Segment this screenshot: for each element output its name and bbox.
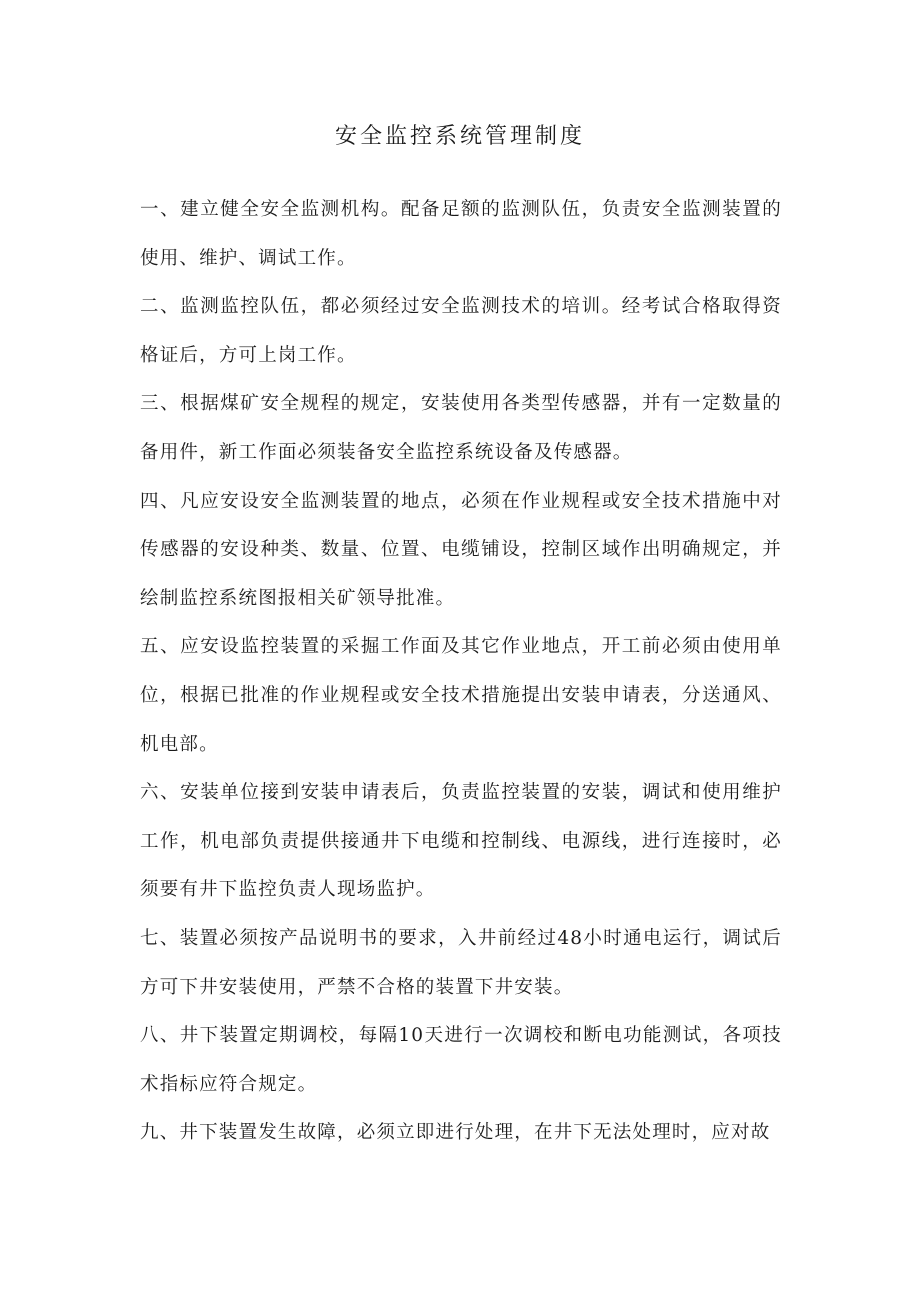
paragraph-2: 二、监测监控队伍，都必须经过安全监测技术的培训。经考试合格取得资格证后，方可上岗工作。 (140, 296, 782, 366)
paragraph-5: 五、应安设监控装置的采掘工作面及其它作业地点，开工前必须由使用单位，根据已批准的作业规程或安全技术措施提出安装申请表，分送通风、机电部。 (140, 636, 782, 755)
paragraph-3: 三、根据煤矿安全规程的规定，安装使用各类型传感器，并有一定数量的备用件，新工作面必须装备安全监控系统设备及传感器。 (140, 393, 782, 463)
document-body (140, 186, 782, 1158)
paragraph-9: 九、井下装置发生故障，必须立即进行处理，在井下无法处理时，应对故 (140, 1122, 771, 1144)
paragraph-7: 七、装置必须按产品说明书的要求，入井前经过48小时通电运行，调试后方可下井安装使用，严禁不合格的装置下井安装。 (140, 927, 782, 998)
paragraph-1: 一、建立健全安全监测机构。配备足额的监测队伍，负责安全监测装置的使用、维护、调试工作。 (140, 199, 782, 269)
paragraph-8: 八、井下装置定期调校，每隔10天进行一次调校和断电功能测试，各项技术指标应符合规定。 (140, 1025, 782, 1095)
document-title: 安全监控系统管理制度 (334, 124, 585, 149)
paragraph-4: 四、凡应安设安全监测装置的地点，必须在作业规程或安全技术措施中对传感器的安设种类、数量、位置、电缆铺设，控制区域作出明确规定，并绘制监控系统图报相关矿领导批准。 (140, 490, 782, 609)
paragraph-6: 六、安装单位接到安装申请表后，负责监控装置的安装，调试和使用维护工作，机电部负责提供接通井下电缆和控制线、电源线，进行连接时，必须要有井下监控负责人现场监护。 (140, 782, 782, 901)
